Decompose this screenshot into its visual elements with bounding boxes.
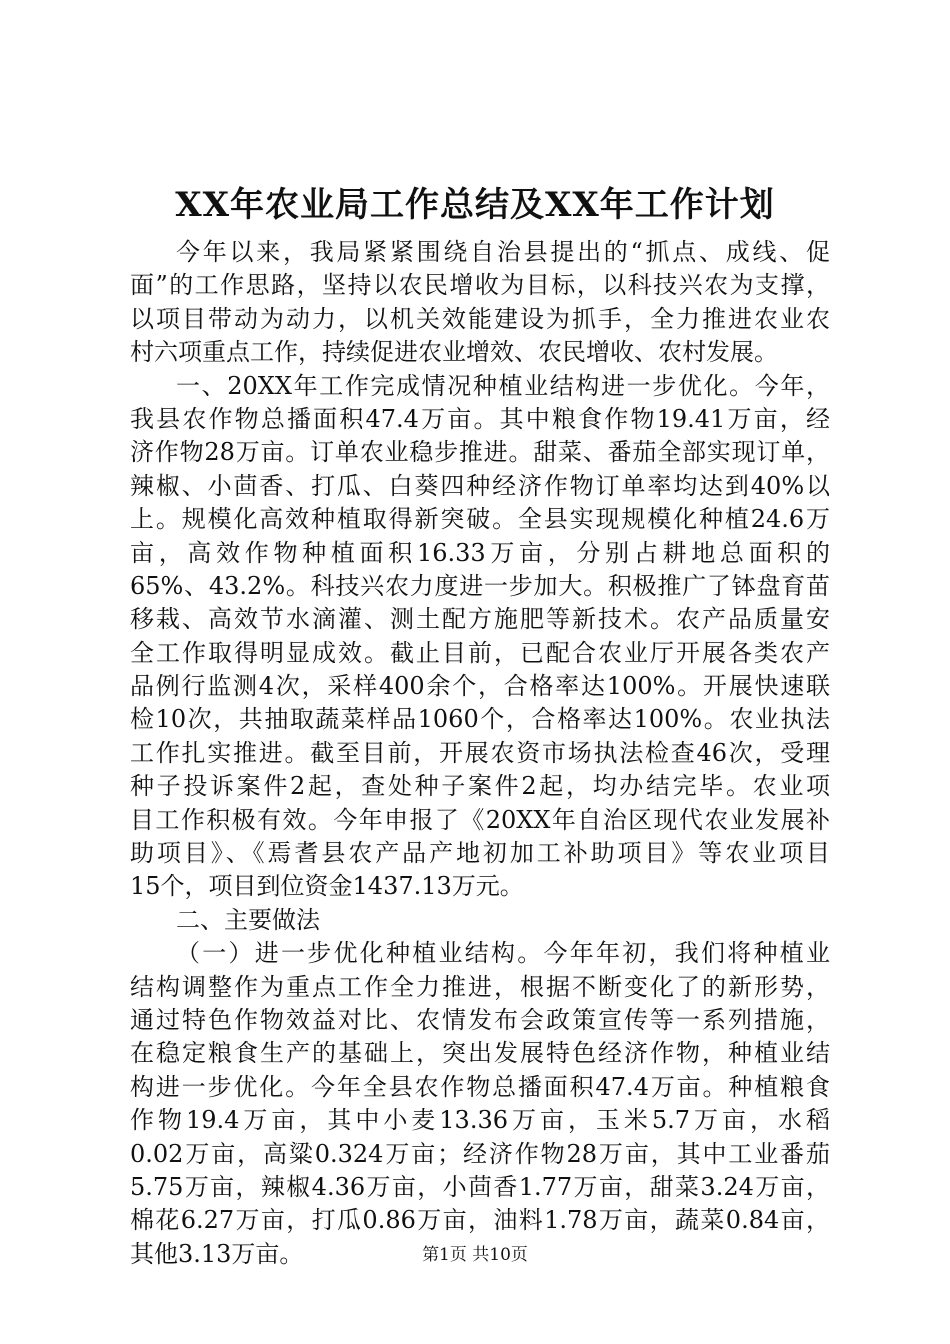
paragraph-line: 在稳定粮食生产的基础上，突出发展特色经济作物，种植业结 — [130, 1039, 830, 1068]
page-footer: 第1页 共10页 — [422, 1245, 528, 1265]
paragraph-line: 品例行监测4次，采样400余个，合格率达100%。开展快速联 — [130, 672, 830, 701]
paragraph-line: 15个，项目到位资金1437.13万元。 — [130, 872, 524, 901]
paragraph-line: 亩，高效作物种植面积16.33万亩，分别占耕地总面积的 — [130, 538, 830, 567]
paragraph-line: 以项目带动为动力，以机关效能建设为抓手，全力推进农业农 — [130, 304, 830, 333]
paragraph-line: 棉花6.27万亩，打瓜0.86万亩，油料1.78万亩，蔬菜0.84亩， — [130, 1206, 830, 1235]
paragraph-line: 作物19.4万亩，其中小麦13.36万亩，玉米5.7万亩，水稻 — [130, 1106, 830, 1135]
paragraph-line: 二、主要做法 — [176, 905, 320, 934]
paragraph-line: 其他3.13万亩。 — [130, 1239, 304, 1268]
paragraph-line: 目工作积极有效。今年申报了《20XX年自治区现代农业发展补 — [130, 805, 830, 834]
paragraph-line: 65%、43.2%。科技兴农力度进一步加大。积极推广了钵盘育苗 — [130, 571, 830, 600]
paragraph-line: 面”的工作思路，坚持以农民增收为目标，以科技兴农为支撑， — [130, 271, 830, 300]
paragraph-line: 移栽、高效节水滴灌、测土配方施肥等新技术。农产品质量安 — [130, 605, 830, 634]
paragraph-line: 5.75万亩，辣椒4.36万亩，小茴香1.77万亩，甜菜3.24万亩， — [130, 1172, 830, 1201]
paragraph-line: 村六项重点工作，持续促进农业增效、农民增收、农村发展。 — [130, 338, 778, 367]
paragraph-line: 一、20XX年工作完成情况种植业结构进一步优化。今年， — [176, 371, 830, 400]
paragraph-line: 辣椒、小茴香、打瓜、白葵四种经济作物订单率均达到40%以 — [130, 471, 830, 500]
paragraph-line: 0.02万亩，高粱0.324万亩；经济作物28万亩，其中工业番茄 — [130, 1139, 830, 1168]
paragraph-line: 助项目》、《焉耆县农产品产地初加工补助项目》等农业项目 — [130, 839, 830, 868]
paragraph-line: 今年以来，我局紧紧围绕自治县提出的“抓点、成线、促 — [176, 238, 830, 266]
paragraph-line: 全工作取得明显成效。截止目前，已配合农业厅开展各类农产 — [130, 638, 830, 667]
paragraph-line: 种子投诉案件2起，查处种子案件2起，均办结完毕。农业项 — [130, 772, 830, 801]
document-title: XX年农业局工作总结及XX年工作计划 — [175, 185, 775, 225]
paragraph-line: 构进一步优化。今年全县农作物总播面积47.4万亩。种植粮食 — [130, 1072, 830, 1101]
paragraph-line: 结构调整作为重点工作全力推进，根据不断变化了的新形势， — [130, 972, 830, 1001]
paragraph-line: 检10次，共抽取蔬菜样品1060个，合格率达100%。农业执法 — [130, 705, 830, 734]
paragraph-line: 工作扎实推进。截至目前，开展农资市场执法检查46次，受理 — [130, 738, 830, 767]
paragraph-line: 上。规模化高效种植取得新突破。全县实现规模化种植24.6万 — [130, 505, 830, 534]
paragraph-line: 济作物28万亩。订单农业稳步推进。甜菜、番茄全部实现订单， — [130, 438, 830, 467]
paragraph-line: 通过特色作物效益对比、农情发布会政策宣传等一系列措施， — [130, 1005, 830, 1034]
document-body — [130, 236, 830, 1271]
paragraph-line: （一）进一步优化种植业结构。今年年初，我们将种植业 — [176, 939, 830, 968]
paragraph-line: 我县农作物总播面积47.4万亩。其中粮食作物19.41万亩，经 — [130, 404, 830, 433]
